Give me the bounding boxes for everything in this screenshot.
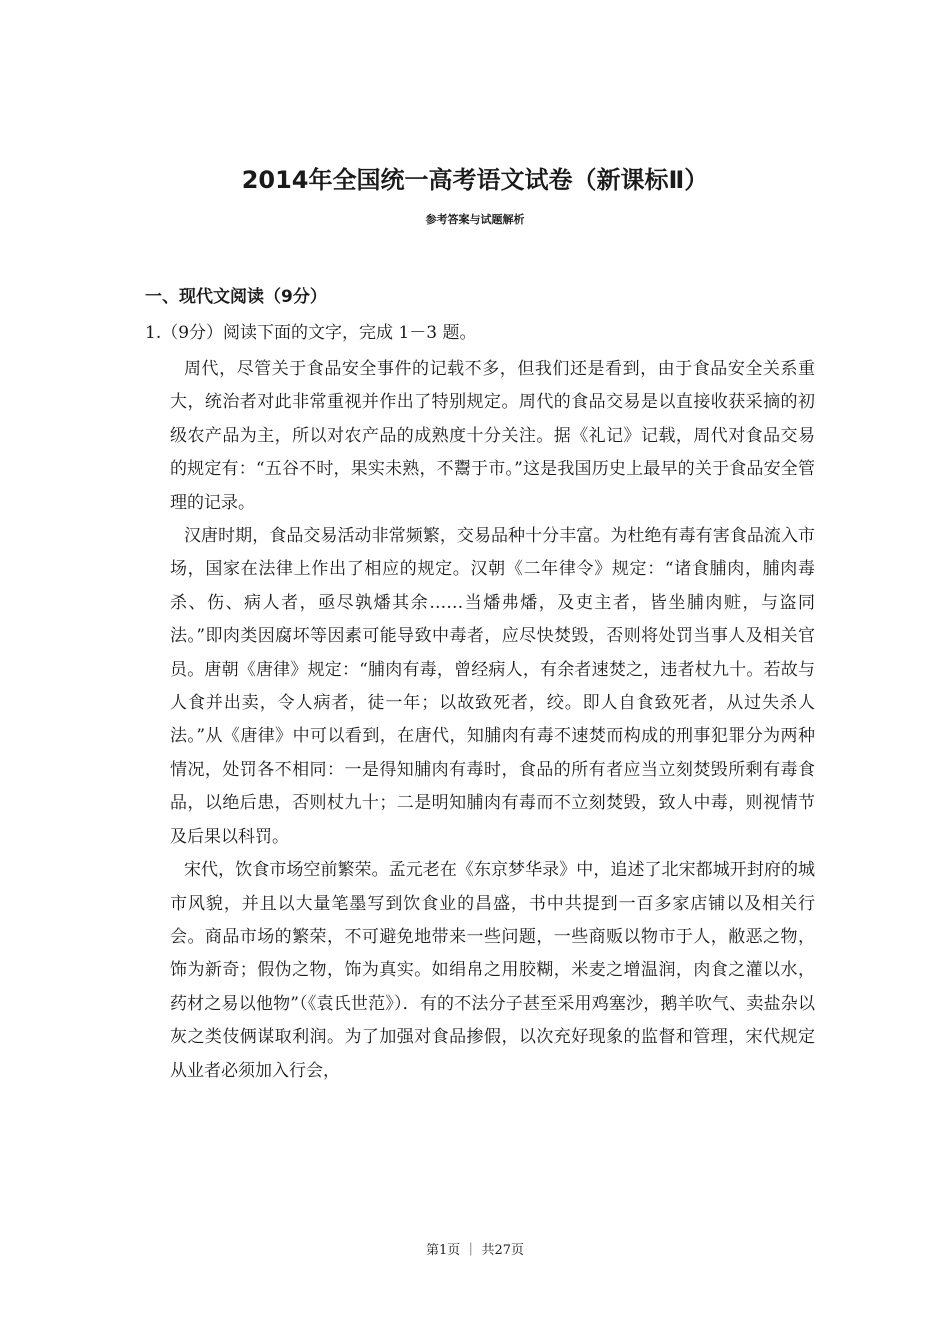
passage-paragraph: 周代，尽管关于食品安全事件的记载不多，但我们还是看到，由于食品安全关系重大，统治者对此非常重视并作出了特别规定。周代的食品交易是以直接收获采摘的初级农产品为主，所以对农产品的成熟度十分关注。据《礼记》记载，周代对食品交易的规定有：“五谷不时，果实未熟，不鬻于市。”这是我国历史上最早的关于食品安全管理的记录。 [170,359,815,513]
page-footer: 第1页 ｜ 共27页 [425,1243,525,1258]
passage-paragraph: 汉唐时期，食品交易活动非常频繁，交易品种十分丰富。为杜绝有毒有害食品流入市场，国家在法律上作出了相应的规定。汉朝《二年律令》规定：“诸食脯肉，脯肉毒杀、伤、病人者，亟尽孰燔其余……当燔弗燔，及吏主者，皆坐脯肉赃，与盗同法。”即肉类因腐坏等因素可能导致中毒者，应尽快焚毁，否则将处罚当事人及相关官员。唐朝《唐律》规定：“脯肉有毒，曾经病人，有余者速焚之，违者杖九十。若故与人食并出卖，令人病者，徒一年；以故致死者，绞。即人自食致死者，从过失杀人法。”从《唐律》中可以看到，在唐代，知脯肉有毒不速焚而构成的刑事犯罪分为两种情况，处罚各不相同：一是得知脯肉有毒时，食品的所有者应当立刻焚毁所剩有毒食品，以绝后患，否则杖九十；二是明知脯肉有毒而不立刻焚毁，致人中毒，则视情节及后果以科罚。 [170,526,815,847]
document-title: 2014年全国统一高考语文试卷（新课标Ⅱ） [241,166,709,194]
reading-passage [170,353,815,1088]
passage-paragraph: 宋代，饮食市场空前繁荣。孟元老在《东京梦华录》中，追述了北宋都城开封府的城市风貌，并且以大量笔墨写到饮食业的昌盛，书中共提到一百多家店铺以及相关行会。商品市场的繁荣，不可避免地带来一些问题，一些商贩以物市于人，敝恶之物，饰为新奇；假伪之物，饰为真实。如绢帛之用胶糊，米麦之增温润，肉食之灌以水，药材之易以他物”（《袁氏世范》）．有的不法分子甚至采用鸡塞沙，鹅羊吹气、卖盐杂以灰之类伎俩谋取利润。为了加强对食品掺假，以次充好现象的监督和管理，宋代规定从业者必须加入行会， [170,860,815,1081]
question-prompt: 1.（9分）阅读下面的文字，完成 1－3 题。 [145,323,477,343]
section-heading: 一、现代文阅读（9分） [145,287,327,307]
document-subtitle: 参考答案与试题解析 [425,213,525,226]
